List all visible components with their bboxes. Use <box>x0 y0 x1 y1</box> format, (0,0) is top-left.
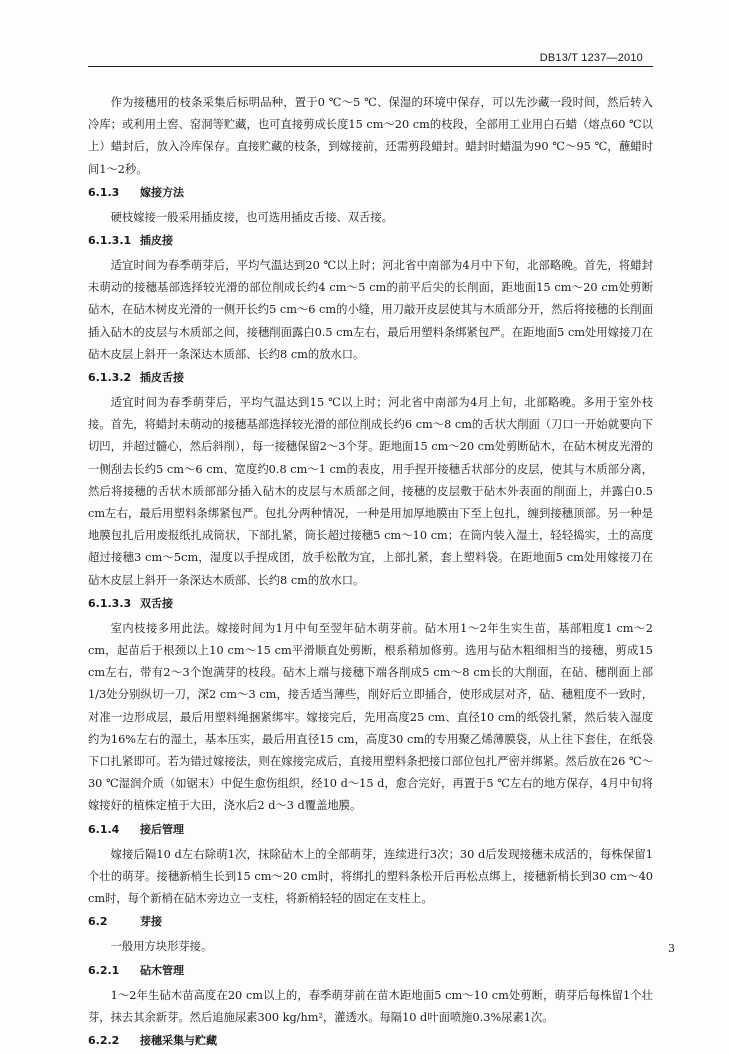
section-number: 6.1.3.1 <box>88 234 132 248</box>
section-number: 6.2 <box>88 915 108 929</box>
section-heading <box>88 912 653 932</box>
body-paragraph: 作为接穗用的枝条采集后标明品种，置于0 ℃～5 ℃、保湿的环境中保存，可以先沙藏一段时间，然后转入冷库；或利用土窖、窑洞等贮藏，也可直接剪成长度15 cm～20 cm的枝段，全部用工业用白石蜡（熔点60 ℃以上）蜡封后，放入冷库保存。直接贮藏的枝条，到嫁接前，还需剪段蜡封。蜡封时蜡温为90 ℃～95 ℃，蘸蜡时间1～2秒。 <box>88 96 653 176</box>
section-number: 6.2.1 <box>88 963 120 977</box>
section-number: 6.1.4 <box>88 822 120 836</box>
section-heading <box>88 368 653 388</box>
body-paragraph: 硬枝嫁接一般采用插皮接，也可选用插皮舌接、双舌接。 <box>110 210 394 224</box>
section-title: 接后管理 <box>140 822 184 836</box>
section-heading <box>88 231 653 251</box>
section-heading <box>88 1031 653 1051</box>
body-paragraph: 一般用方块形芽接。 <box>110 940 213 954</box>
section-title: 接穗采集与贮藏 <box>140 1033 217 1047</box>
section-number: 6.1.3.2 <box>88 371 132 385</box>
header-rule <box>88 66 653 67</box>
section-title: 双舌接 <box>140 596 173 610</box>
body-paragraph: 室内枝接多用此法。嫁接时间为1月中旬至翌年砧木萌芽前。砧木用1～2年生实生苗，基部粗度1 cm～2 cm，起苗后于根颈以上10 cm～15 cm平滑顺直处剪断，根系稍加修剪。选用与砧木粗细相当的接穗，剪成15 cm左右，带有2～3个饱满芽的枝段。砧木上端与接穗下端各削成5 cm～8 cm长的大削面，在砧、穗削面上部1/3处分别纵切一刀，深2 cm～3 cm，接舌适当薄些，削好后立即插合，使形成层对齐，砧、穗粗度不一致时，对准一边形成层，最后用塑料绳捆紧绑牢。嫁接完后，先用高度25 cm、直径10 cm的纸袋扎紧，然后装入湿度约为16%左右的湿土，基本压实，最后用直径15 cm，高度30 cm的专用聚乙烯薄膜袋，从上往下套住，在纸袋下口扎紧即可。若为错过嫁接法，则在嫁接完成后，直接用塑料条把接口部位包扎严密并绑紧。然后放在26 ℃～30 ℃湿润介质（如锯末）中促生愈伤组织，经10 d～15 d，愈合完好，再置于5 ℃左右的地方保存，4月中旬将嫁接好的植株定植于大田，浇水后2 d～3 d覆盖地膜。 <box>88 621 653 813</box>
section-heading <box>88 961 653 981</box>
section-title: 插皮接 <box>140 234 173 248</box>
section-heading <box>88 183 653 203</box>
body-paragraph: 适宜时间为春季萌芽后，平均气温达到20 ℃以上时；河北省中南部为4月中下旬，北部略晚。首先，将蜡封未萌动的接穗基部选择较光滑的部位削成长约4 cm～5 cm的前平后尖的长削面，距地面15 cm～20 cm处剪断砧木，在砧木树皮光滑的一侧开长约5 cm～6 cm的小缝，用刀敲开皮层使其与木质部分开，然后将接穗的长削面插入砧木的皮层与木质部之间，接穗削面露白0.5 cm左右，最后用塑料条绑紧包严。在距地面5 cm处用嫁接刀在砧木皮层上斜开一条深达木质部、长约8 cm的放水口。 <box>88 259 653 361</box>
section-heading <box>88 820 653 840</box>
body-paragraph: 适宜时间为春季萌芽后，平均气温达到15 ℃以上时；河北省中南部为4月上旬，北部略晚。多用于室外枝接。首先，将蜡封未萌动的接穗基部选择较光滑的部位削成长约6 cm～8 cm的舌状大削面（刀口一开始就要向下切凹，并超过髓心，然后斜削），每一接穗保留2～3个芽。距地面15 cm～20 cm处剪断砧木，在砧木树皮光滑的一侧刮去长约5 cm～6 cm、宽度约0.8 cm～1 cm的表皮，用手捏开接穗舌状部分的皮层，使其与木质部分离，然后将接穗的舌状木质部部分插入砧木的皮层与木质部之间，接穗的皮层敷于砧木外表面的削面上，并露白0.5 cm左右，最后用塑料条绑紧包严。包扎分两种情况，一种是用加厚地膜由下至上包扎，缠到接穗顶部。另一种是地膜包扎后用废报纸扎成筒状，下部扎紧，筒长超过接穗5 cm～10 cm；在筒内装入湿土，轻轻捣实，土的高度超过接穗3 cm～5cm，湿度以手捏成团，放手松散为宜，上部扎紧，套上塑料袋。在距地面5 cm处用嫁接刀在砧木皮层上斜开一条深达木质部、长约8 cm的放水口。 <box>88 396 653 587</box>
body-paragraph: 1～2年生砧木苗高度在20 cm以上的，春季萌芽前在苗木距地面5 cm～10 cm处剪断，萌芽后每株留1个壮芽，抹去其余新芽。然后追施尿素300 kg/hm²，灌透水。每隔10 d叶面喷施0.3%尿素1次。 <box>88 988 653 1024</box>
section-title: 芽接 <box>140 915 162 929</box>
section-number: 6.1.3 <box>88 185 120 199</box>
section-title: 嫁接方法 <box>140 185 184 199</box>
document-body <box>88 92 653 1055</box>
standard-code: DB13/T 1237—2010 <box>539 52 643 64</box>
page-number: 3 <box>668 942 675 955</box>
section-heading <box>88 594 653 614</box>
body-paragraph: 嫁接后隔10 d左右除萌1次，抹除砧木上的全部萌芽，连续进行3次；30 d后发现接穗未成活的，每株保留1个壮的萌芽。接穗新梢生长到15 cm～20 cm时，将绑扎的塑料条松开后再松点绑上，接穗新梢长到30 cm～40 cm时，每个新梢在砧木旁边立一支柱，将新梢轻轻的固定在支柱上。 <box>88 847 653 906</box>
section-title: 插皮舌接 <box>140 371 184 385</box>
section-number: 6.2.2 <box>88 1033 120 1047</box>
section-number: 6.1.3.3 <box>88 596 132 610</box>
section-title: 砧木管理 <box>140 963 184 977</box>
